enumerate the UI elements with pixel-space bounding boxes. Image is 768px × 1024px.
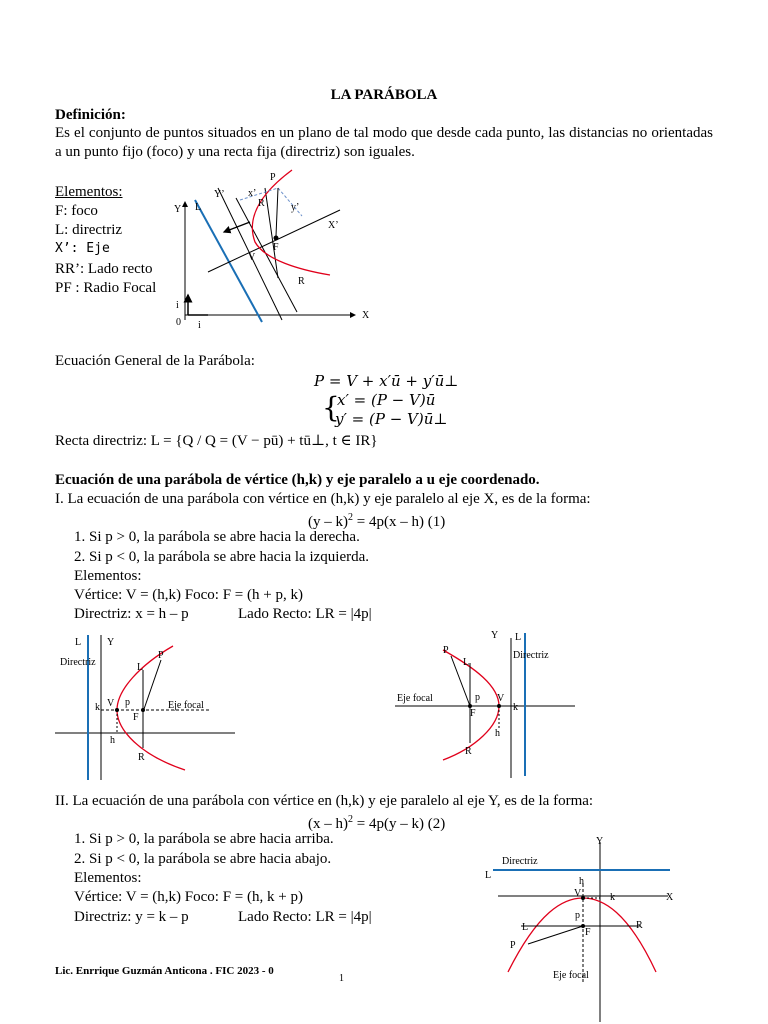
svg-text:Y: Y — [596, 836, 604, 847]
element-item-focal-radius: PF : Radio Focal — [55, 280, 157, 296]
svg-text:L: L — [463, 657, 470, 668]
page-title: LA PARÁBOLA — [330, 87, 438, 103]
axis-x-prime — [208, 210, 340, 272]
figure-opens-right — [55, 630, 245, 780]
svg-text:P: P — [158, 650, 164, 661]
svg-text:p: p — [575, 910, 580, 921]
svg-text:R: R — [298, 276, 305, 287]
case-I-intro: I. La ecuación de una parábola con vértice en (h,k) y eje paralelo al eje X, es de la forma: — [55, 491, 591, 507]
svg-text:R: R — [465, 746, 472, 757]
svg-text:R: R — [258, 198, 265, 209]
case-II-directrix: Directriz: y = k – p — [74, 909, 189, 925]
svg-text:F: F — [470, 708, 476, 719]
svg-text:V: V — [497, 693, 505, 704]
svg-text:h: h — [110, 735, 115, 746]
case-I-directrix: Directriz: x = h – p — [74, 606, 189, 622]
element-item-axis: X’: Eje — [55, 241, 110, 256]
parabola-curve — [508, 898, 656, 972]
case-I-elements: Elementos: — [74, 568, 142, 584]
svg-text:L: L — [485, 870, 492, 881]
figure-rotated-parabola — [170, 160, 380, 335]
definition-heading: Definición: — [55, 107, 126, 123]
figure-opens-left — [395, 628, 595, 783]
svg-text:Eje focal: Eje focal — [553, 970, 589, 981]
svg-text:L: L — [75, 637, 82, 648]
case-II-2: 2. Si p < 0, la parábola se abre hacia abajo. — [74, 851, 332, 867]
svg-text:V: V — [574, 888, 582, 899]
svg-text:p: p — [125, 697, 130, 708]
element-item-latus: RR’: Lado recto — [55, 261, 153, 277]
svg-text:R: R — [138, 752, 145, 763]
svg-text:P: P — [510, 940, 516, 951]
svg-text:P: P — [443, 645, 449, 656]
case-I-1: 1. Si p > 0, la parábola se abre hacia la derecha. — [74, 529, 360, 545]
svg-text:Y: Y — [174, 204, 182, 215]
footer-author: Lic. Enrrique Guzmán Anticona . FIC 2023 - 0 — [55, 965, 274, 977]
page-number: 1 — [339, 973, 344, 984]
case-II-intro: II. La ecuación de una parábola con vértice en (h,k) y eje paralelo al eje Y, es de la forma: — [55, 793, 594, 809]
svg-text:y’: y’ — [291, 202, 300, 213]
case-II-vertex-focus: Vértice: V = (h,k) Foco: F = (h, k + p) — [74, 889, 303, 905]
svg-text:Directriz: Directriz — [513, 650, 549, 661]
case-I-latus: Lado Recto: LR = |4p| — [238, 606, 372, 622]
case-I-equation: (y – k)$^2$ = 4p(x – h) (1) — [308, 512, 446, 530]
svg-text:F: F — [273, 242, 279, 253]
svg-text:L: L — [137, 662, 144, 673]
svg-text:Directriz: Directriz — [502, 856, 538, 867]
svg-text:Y: Y — [491, 630, 499, 641]
general-eq-3: y′ = (P − V)ū⊥ — [335, 410, 448, 428]
parabola-curve — [252, 170, 330, 275]
case-II-1: 1. Si p > 0, la parábola se abre hacia arriba. — [74, 831, 334, 847]
svg-text:k: k — [95, 702, 100, 713]
svg-text:V: V — [248, 252, 256, 263]
figure-opens-down — [478, 832, 688, 1022]
general-eq-1: P = V + x′ū + y′ū⊥ — [314, 372, 459, 390]
svg-text:Y: Y — [107, 637, 115, 648]
svg-text:Y’: Y’ — [214, 189, 225, 200]
svg-text:h: h — [579, 876, 584, 887]
svg-text:0: 0 — [176, 317, 181, 328]
svg-text:R: R — [636, 920, 643, 931]
svg-text:V: V — [107, 698, 115, 709]
svg-text:Eje focal: Eje focal — [168, 700, 204, 711]
element-item-focus: F: foco — [55, 203, 98, 219]
svg-text:i: i — [198, 320, 201, 331]
svg-text:F: F — [133, 712, 139, 723]
svg-text:k: k — [610, 892, 615, 903]
svg-text:L: L — [195, 202, 202, 213]
svg-text:P: P — [270, 172, 276, 183]
case-I-2: 2. Si p < 0, la parábola se abre hacia la izquierda. — [74, 549, 370, 565]
svg-text:X: X — [666, 892, 674, 903]
svg-text:h: h — [495, 728, 500, 739]
elements-heading: Elementos: — [55, 184, 123, 200]
svg-text:X: X — [362, 310, 370, 321]
case-I-vertex-focus: Vértice: V = (h,k) Foco: F = (h + p, k) — [74, 587, 303, 603]
svg-text:i: i — [176, 300, 179, 311]
definition-text: Es el conjunto de puntos situados en un plano de tal modo que desde cada punto, las distancias no orientadas a un punto fijo (foco) y una recta fija (directriz) son iguales. — [55, 125, 713, 160]
svg-text:F: F — [585, 927, 591, 938]
svg-text:Eje focal: Eje focal — [397, 693, 433, 704]
svg-text:X’: X’ — [328, 220, 339, 231]
brace: { — [322, 391, 340, 424]
case-II-latus: Lado Recto: LR = |4p| — [238, 909, 372, 925]
case-II-elements: Elementos: — [74, 870, 142, 886]
svg-text:Directriz: Directriz — [60, 657, 96, 668]
section-heading: Ecuación de una parábola de vértice (h,k) y eje paralelo a u eje coordenado. — [55, 472, 540, 488]
case-II-equation: (x – h)$^2$ = 4p(y – k) (2) — [308, 814, 446, 832]
general-heading: Ecuación General de la Parábola: — [55, 353, 255, 369]
element-item-directrix: L: directriz — [55, 222, 123, 238]
svg-text:L: L — [522, 922, 529, 933]
general-eq-2: x′ = (P − V)ū — [337, 391, 436, 409]
svg-text:p: p — [475, 692, 480, 703]
svg-text:L: L — [515, 632, 522, 643]
svg-text:x’: x’ — [248, 188, 257, 199]
directrix-definition: Recta directriz: L = {Q / Q = (V − pū) + tū⊥, t ∈ IR} — [55, 433, 378, 449]
svg-text:k: k — [513, 702, 518, 713]
